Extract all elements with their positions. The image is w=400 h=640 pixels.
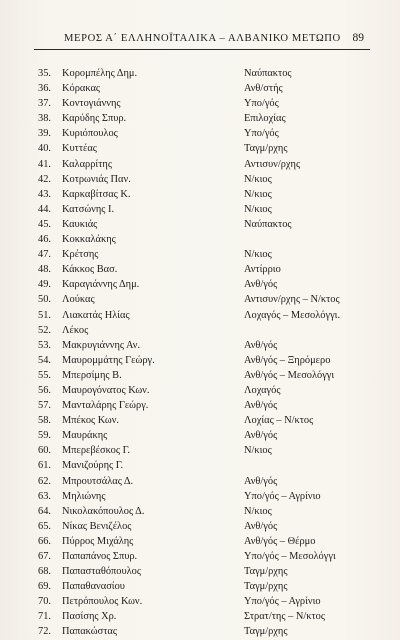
entry-name: Κυριόπουλος [62, 128, 118, 140]
entry-name: Παπαπάνος Σπυρ. [62, 551, 138, 562]
entry-note: Στρατ/της – Ν/κτος [244, 611, 325, 623]
entry-number: 60. [38, 445, 51, 457]
list-item [38, 383, 378, 398]
entry-name: Μπερσίμης Β. [62, 369, 122, 381]
entry-name: Κοτρωνιάς Παν. [62, 173, 131, 185]
entry-name: Παπαθανασίου [62, 581, 125, 593]
entry-note: Αντισυν/ρχης – Ν/κτος [244, 294, 340, 306]
list-item [38, 96, 378, 111]
entry-name: Κρέτσης [62, 249, 99, 261]
list-item [38, 413, 378, 428]
list-item [38, 202, 378, 217]
entry-number: 62. [38, 475, 51, 487]
entry-name: Πασίσης Χρ. [62, 611, 117, 623]
entry-number: 42. [38, 173, 51, 185]
entry-number: 65. [38, 520, 51, 532]
list-item [38, 141, 378, 156]
list-item [38, 126, 378, 141]
list-item [38, 368, 378, 383]
list-item [38, 353, 378, 368]
entry-name: Μακρυγιάννης Αν. [62, 339, 141, 351]
entry-note: Ανθ/γός – Ξηρόμερο [244, 354, 331, 366]
entry-name: Πετρόπουλος Κων. [62, 596, 143, 608]
list-item [38, 232, 378, 247]
list-item [38, 157, 378, 172]
entry-number: 61. [38, 460, 51, 472]
entry-note: Ταγμ/ρχης [244, 566, 288, 578]
list-item [38, 217, 378, 232]
page-header [34, 33, 370, 50]
entry-number: 38. [38, 113, 51, 125]
entry-number: 40. [38, 143, 51, 155]
entry-name: Κυττέας [62, 143, 97, 155]
entry-number: 45. [38, 218, 51, 230]
entry-number: 58. [38, 415, 51, 427]
name-list [38, 66, 378, 640]
entry-number: 57. [38, 400, 51, 412]
list-item [38, 534, 378, 549]
entry-number: 59. [38, 430, 51, 442]
entry-note: Ανθ/γός [244, 430, 278, 442]
list-item [38, 308, 378, 323]
entry-name: Καλαρρίτης [62, 158, 112, 170]
entry-name: Μηλιώνης [62, 490, 106, 502]
entry-name: Μανιζούρης Γ. [62, 460, 124, 472]
list-item [38, 277, 378, 292]
entry-note: Ανθ/γός [244, 279, 278, 291]
entry-name: Νίκας Βενιζέλος [62, 520, 132, 532]
list-item [38, 338, 378, 353]
running-header-title: ΜΕΡΟΣ Α΄ ΕΛΛΗΝΟΪΤΑΛΙΚΑ – ΑΛΒΑΝΙΚΟ ΜΕΤΩΠΟ [64, 33, 341, 44]
entry-number: 70. [38, 596, 51, 608]
list-item [38, 443, 378, 458]
entry-number: 36. [38, 83, 51, 95]
entry-name: Παπακώστας [62, 626, 117, 638]
entry-number: 68. [38, 566, 51, 578]
entry-note: Λοχαγός [244, 384, 281, 396]
list-item [38, 564, 378, 579]
list-item [38, 398, 378, 413]
entry-number: 43. [38, 188, 51, 200]
entry-note: Ν/κιος [244, 445, 272, 457]
entry-number: 44. [38, 203, 51, 215]
entry-note: Υπο/γός – Αγρίνιο [244, 490, 321, 502]
entry-note: Ανθ/γός – Μεσολόγγι [244, 369, 335, 381]
entry-note: Ν/κιος [244, 249, 272, 261]
entry-name: Καρκαβίτσας Κ. [62, 188, 131, 200]
entry-name: Καυκιάς [62, 218, 98, 230]
entry-number: 46. [38, 234, 51, 246]
entry-name: Πύρρος Μιχάλης [62, 535, 134, 547]
entry-name: Λούκας [62, 294, 95, 306]
entry-note: Ναύπακτος [244, 68, 292, 79]
entry-note: Υπο/γός – Αγρίνιο [244, 596, 321, 608]
entry-note: Ανθ/γός [244, 520, 278, 532]
entry-note: Ταγμ/ρχης [244, 143, 288, 155]
entry-number: 67. [38, 551, 51, 562]
entry-name: Μαυρογόνατος Κων. [62, 384, 150, 396]
entry-note: Αντισυν/ρχης [244, 158, 301, 170]
entry-name: Μαυρομμάτης Γεώργ. [62, 354, 155, 366]
list-item [38, 81, 378, 96]
entry-name: Μανταλάρης Γεώργ. [62, 400, 149, 412]
entry-note: Επιλοχίας [244, 113, 286, 125]
list-item [38, 579, 378, 594]
entry-note: Υπο/γός [244, 128, 279, 140]
entry-name: Λιακατάς Ηλίας [62, 309, 130, 321]
list-item [38, 458, 378, 473]
entry-note: Ανθ/στής [244, 83, 283, 95]
entry-name: Μαυράκης [62, 430, 108, 442]
entry-note: Ανθ/γός [244, 400, 278, 412]
entry-number: 71. [38, 611, 51, 623]
list-item [38, 262, 378, 277]
entry-note: Ναύπακτος [244, 218, 292, 230]
list-item [38, 187, 378, 202]
entry-note: Αντίρριο [244, 264, 281, 276]
entry-note: Ν/κιος [244, 505, 272, 517]
list-item [38, 247, 378, 262]
list-item [38, 549, 378, 564]
entry-name: Καραγιάννης Δημ. [62, 279, 140, 291]
entry-number: 48. [38, 264, 51, 276]
list-item [38, 504, 378, 519]
entry-note: Ν/κιος [244, 173, 272, 185]
entry-note: Ν/κιος [244, 188, 272, 200]
entry-number: 54. [38, 354, 51, 366]
list-item [38, 624, 378, 639]
page-number: 89 [352, 32, 364, 44]
entry-note: Ταγμ/ρχης [244, 581, 288, 593]
list-item [38, 519, 378, 534]
entry-name: Μπέκος Κων. [62, 415, 120, 427]
entry-number: 51. [38, 309, 51, 321]
entry-number: 72. [38, 626, 51, 638]
entry-number: 69. [38, 581, 51, 593]
entry-number: 52. [38, 324, 51, 336]
entry-number: 64. [38, 505, 51, 517]
entry-note: Ανθ/γός – Θέρμο [244, 535, 316, 547]
entry-name: Καρύδης Σπυρ. [62, 113, 127, 125]
entry-name: Κατσώνης Ι. [62, 203, 115, 215]
list-item [38, 111, 378, 126]
entry-name: Λέκος [62, 324, 89, 336]
entry-note: Ανθ/γός [244, 339, 278, 351]
list-item [38, 323, 378, 338]
list-item [38, 292, 378, 307]
entry-number: 39. [38, 128, 51, 140]
entry-number: 47. [38, 249, 51, 261]
entry-number: 50. [38, 294, 51, 306]
entry-name: Κάκκος Βασ. [62, 264, 118, 276]
entry-number: 56. [38, 384, 51, 396]
entry-number: 37. [38, 98, 51, 110]
entry-name: Κοντογιάννης [62, 98, 121, 110]
entry-number: 55. [38, 369, 51, 381]
entry-note: Υπο/γός [244, 98, 279, 110]
entry-name: Κορομπέλης Δημ. [62, 68, 138, 79]
entry-number: 66. [38, 535, 51, 547]
entry-note: Ανθ/γός [244, 475, 278, 487]
entry-name: Νικολακόπουλος Δ. [62, 505, 145, 517]
entry-note: Λοχαγός – Μεσολόγγι. [244, 309, 341, 321]
list-item [38, 172, 378, 187]
entry-name: Παπασταθόπουλος [62, 566, 141, 578]
list-item [38, 428, 378, 443]
entry-name: Μπερεβέσκος Γ. [62, 445, 130, 457]
entry-name: Κόρακας [62, 83, 101, 95]
list-item [38, 489, 378, 504]
entry-note: Υπο/γός – Μεσολόγγι [244, 551, 336, 562]
entry-note: Λοχίας – Ν/κτος [244, 415, 314, 427]
entry-number: 63. [38, 490, 51, 502]
entry-note: Ταγμ/ρχης [244, 626, 288, 638]
list-item [38, 609, 378, 624]
list-item [38, 66, 378, 81]
list-item [38, 474, 378, 489]
entry-number: 53. [38, 339, 51, 351]
entry-name: Κοκκαλάκης [62, 234, 116, 246]
list-item [38, 594, 378, 609]
entry-number: 35. [38, 68, 51, 79]
entry-number: 41. [38, 158, 51, 170]
entry-note: Ν/κιος [244, 203, 272, 215]
entry-number: 49. [38, 279, 51, 291]
entry-name: Μπρουτσάλας Δ. [62, 475, 134, 487]
